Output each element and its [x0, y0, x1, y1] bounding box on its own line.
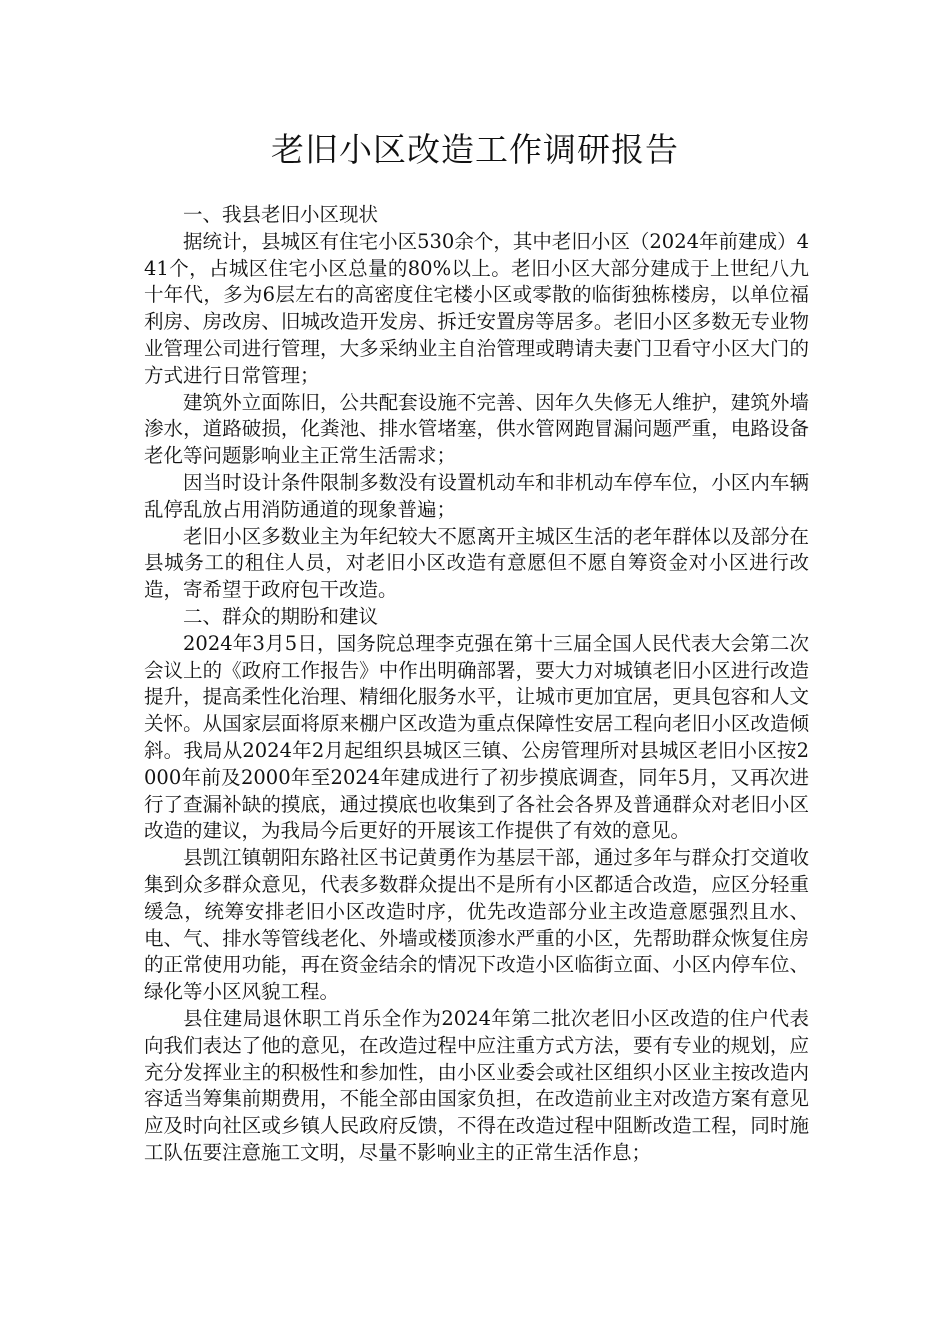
section-heading-2: 二、群众的期盼和建议 [183, 604, 379, 628]
paragraph: 2024年3月5日，国务院总理李克强在第十三届全国人民代表大会第二次会议上的《政府工作报告》中作出明确部署，要大力对城镇老旧小区进行改造提升，提高柔性化治理、精细化服务水平，让城市更加宜居，更具包容和人文关怀。从国家层面将原来棚户区改造为重点保障性安居工程向老旧小区改造倾斜。我局从2024年2月起组织县城区三镇、公房管理所对县城区老旧小区按2000年前及2000年至2024年建成进行了初步摸底调查，同年5月，又再次进行了查漏补缺的摸底，通过摸底也收集到了各社会各界及普通群众对老旧小区改造的建议，为我局今后更好的开展该工作提供了有效的意见。 [144, 631, 809, 843]
paragraph: 县住建局退休职工肖乐全作为2024年第二批次老旧小区改造的住户代表向我们表达了他的意见，在改造过程中应注重方式方法，要有专业的规划，应充分发挥业主的积极性和参加性，由小区业委会或社区组织小区业主按改造内容适当筹集前期费用，不能全部由国家负担，在改造前业主对改造方案有意见应及时向社区或乡镇人民政府反馈，不得在改造过程中阻断改造工程，同时施工队伍要注意施工文明，尽量不影响业主的正常生活作息； [144, 1006, 809, 1164]
document-title: 老旧小区改造工作调研报告 [271, 130, 679, 169]
paragraph: 建筑外立面陈旧，公共配套设施不完善、因年久失修无人维护，建筑外墙渗水，道路破损，化粪池、排水管堵塞，供水管网跑冒漏问题严重，电路设备老化等问题影响业主正常生活需求； [144, 390, 809, 468]
paragraph: 据统计，县城区有住宅小区530余个，其中老旧小区（2024年前建成）441个，占城区住宅小区总量的80%以上。老旧小区大部分建成于上世纪八九十年代，多为6层左右的高密度住宅楼小区或零散的临街独栋楼房，以单位福利房、房改房、旧城改造开发房、拆迁安置房等居多。老旧小区多数无专业物业管理公司进行管理，大多采纳业主自治管理或聘请夫妻门卫看守小区大门的方式进行日常管理； [144, 229, 809, 387]
paragraph: 县凯江镇朝阳东路社区书记黄勇作为基层干部，通过多年与群众打交道收集到众多群众意见，代表多数群众提出不是所有小区都适合改造，应区分轻重缓急，统筹安排老旧小区改造时序，优先改造部分业主改造意愿强烈且水、电、气、排水等管线老化、外墙或楼顶渗水严重的小区，先帮助群众恢复住房的正常使用功能，再在资金结余的情况下改造小区临街立面、小区内停车位、绿化等小区风貌工程。 [144, 846, 809, 1004]
paragraph: 老旧小区多数业主为年纪较大不愿离开主城区生活的老年群体以及部分在县城务工的租住人员，对老旧小区改造有意愿但不愿自筹资金对小区进行改造，寄希望于政府包干改造。 [144, 524, 809, 602]
section-heading-1: 一、我县老旧小区现状 [183, 203, 379, 226]
paragraph: 因当时设计条件限制多数没有设置机动车和非机动车停车位，小区内车辆乱停乱放占用消防通道的现象普遍； [144, 470, 809, 521]
document-body [144, 202, 809, 1167]
